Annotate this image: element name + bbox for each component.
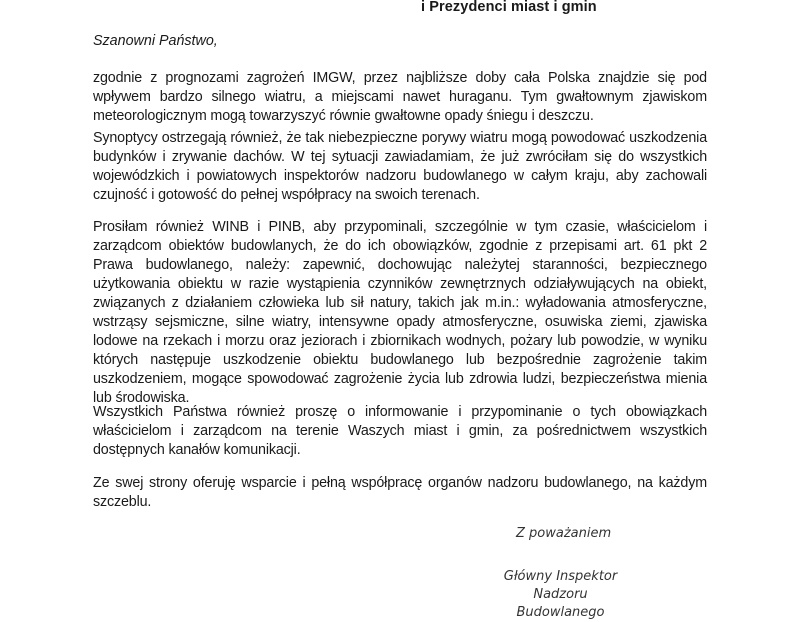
paragraph-forecast: zgodnie z prognozami zagrożeń IMGW, przez najbliższe doby cała Polska znajdzie się pod wpływem bardzo silnego wiatru, a miejscami nawet huraganu. Tym gwałtownym zjawiskom meteorologicznym mogą towarzyszyć równie gwałtowne opady śniegu i deszczu. bbox=[93, 70, 707, 124]
paragraph-warning: Synoptycy ostrzegają również, że tak niebezpieczne porywy wiatru mogą powodować uszkodzenia budynków i zrywanie dachów. W tej sytuacji zawiadamiam, że już zwróciłam się do wszystkich wojewódzkich i powiatowych inspektorów nadzoru budowlanego w całym kraju, aby zachowali czujność i gotowość do pełnej współpracy na swoich terenach. bbox=[93, 130, 707, 203]
signature-title: Główny Inspektor bbox=[503, 569, 618, 584]
paragraph-obligations: Prosiłam również WINB i PINB, aby przypominali, szczególnie w tym czasie, właścicielom i zarządcom obiektów budowlanych, że do ich obowiązków, zgodnie z przepisami art. 61 pkt 2 Prawa budowlanego, należy: zapewnić, dochowując należytej staranności, bezpiecznego użytkowania obiektu w razie wystąpienia czynników zewnętrznych odziaływujących na obiekt, związanych z działaniem człowieka lub sił natury, takich jak m.in.: wyładowania atmosferyczne, wstrząsy sejsmiczne, silne wiatry, intensywne opady atmosferyczne, osuwiska ziemi, zjawiska lodowe na rzekach i morzu oraz jeziorach i zbiornikach wodnych, pożary lub powodzie, w wyniku których następuje uszkodzenie obiektu budowlanego lub bezpośrednie zagrożenie takim uszkodzeniem, mogące spowodować zagrożenie życia lub zdrowia ludzi, bezpieczeństwa mienia lub środowiska. bbox=[93, 219, 707, 406]
addressee-line: i Prezydenci miast i gmin bbox=[421, 0, 597, 15]
salutation: Szanowni Państwo, bbox=[93, 33, 218, 49]
signature-block bbox=[493, 568, 628, 622]
paragraph-support: Ze swej strony oferuję wsparcie i pełną współpracę organów nadzoru budowlanego, na każdym szczeblu. bbox=[93, 475, 707, 510]
signature-office: Nadzoru Budowlanego bbox=[516, 587, 605, 620]
closing-phrase: Z poważaniem bbox=[516, 526, 612, 541]
paragraph-request: Wszystkich Państwa również proszę o informowanie i przypominanie o tych obowiązkach właścicielom i zarządcom na terenie Waszych miast i gmin, za pośrednictwem wszystkich dostępnych kanałów komunikacji. bbox=[93, 404, 707, 458]
